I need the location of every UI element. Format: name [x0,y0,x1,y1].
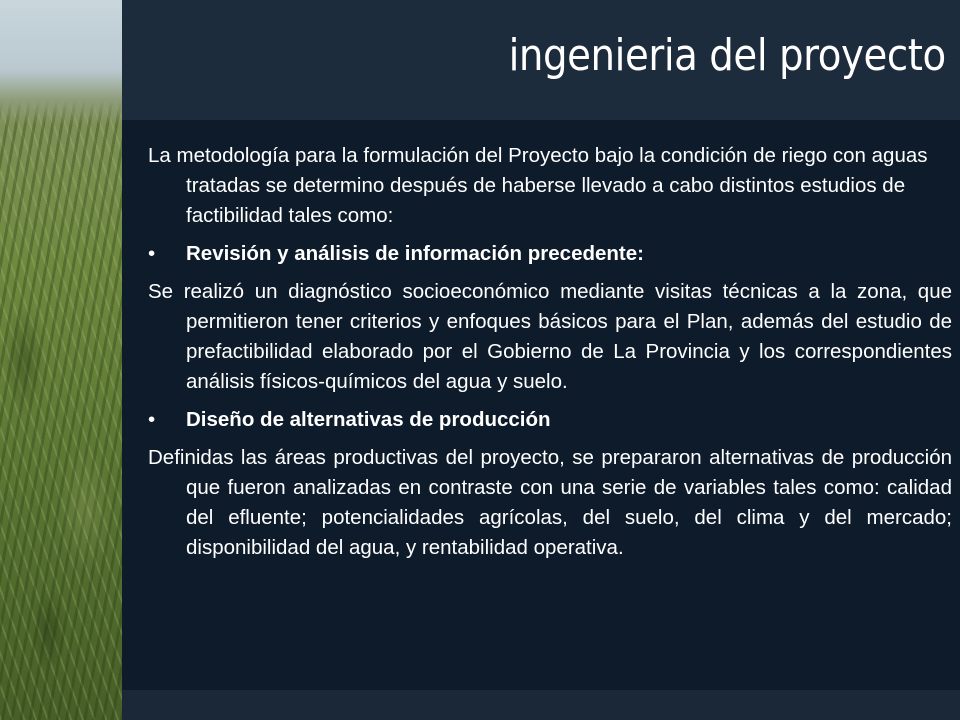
intro-paragraph: La metodología para la formulación del Proyecto bajo la condición de riego con aguas tratadas se determino después de haberse llevado a cabo distintos estudios de factibilidad tales como: [148,144,928,227]
field-photo-texture [0,120,122,720]
bullet-dot: • [148,242,156,265]
bullet-item-2 [148,405,952,435]
bullet-item-1-label: Revisión y análisis de información precedente: [186,242,644,265]
bullet-item-2-label: Diseño de alternativas de producción [186,408,551,431]
bullet-item-1 [148,239,952,269]
footer-band [122,690,960,720]
bullet-dot: • [148,408,156,431]
alternatives-paragraph: Definidas las áreas productivas del proyecto, se prepararon alternativas de producción que fueron analizadas en contraste con una serie de variables tales como: calidad del efluente; potencialidades agrícolas, del suelo, del clima y del mercado; disponibilidad del agua, y rentabilidad operativa. [148,446,952,559]
slide-title: ingenieria del proyecto [508,30,946,81]
slide-body [148,141,952,571]
field-photo [0,0,122,720]
diagnostic-paragraph: Se realizó un diagnóstico socioeconómico mediante visitas técnicas a la zona, que permitieron tener criterios y enfoques básicos para el Plan, además del estudio de prefactibilidad elaborado por el Gobierno de La Provincia y los correspondientes análisis físicos-químicos del agua y suelo. [148,280,952,393]
